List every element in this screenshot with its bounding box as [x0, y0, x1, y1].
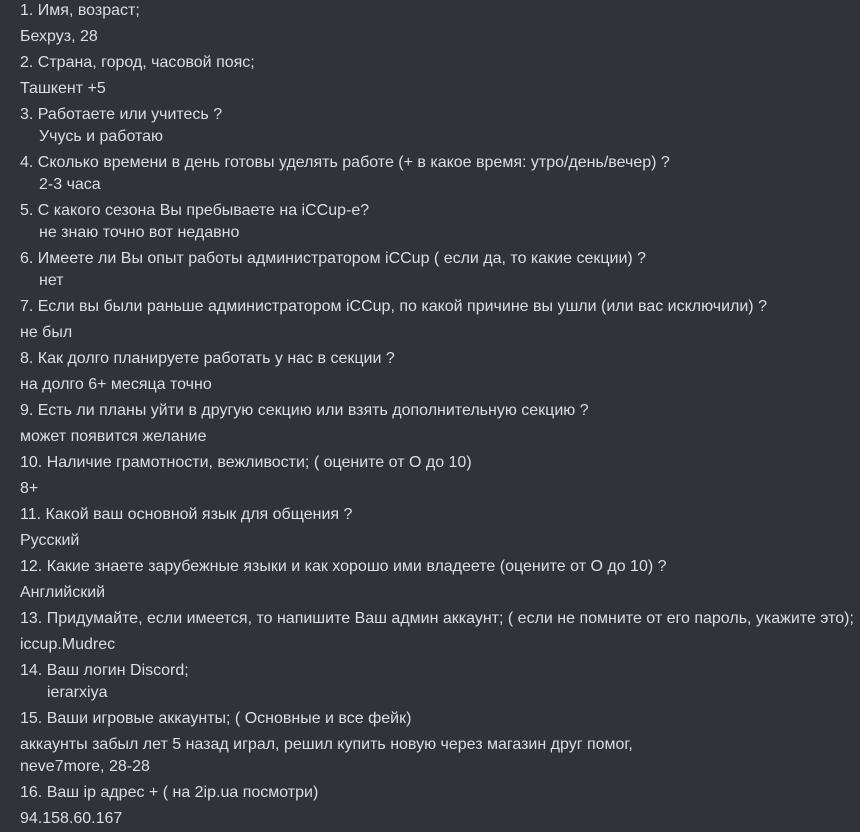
- question-11: 11. Какой ваш основной язык для общения ?: [20, 506, 353, 523]
- question-9: 9. Есть ли планы уйти в другую секцию или взять дополнительную секцию ?: [20, 402, 589, 419]
- answer-15-line-2: neve7more, 28-28: [20, 758, 150, 775]
- answer-11: Русский: [20, 532, 80, 549]
- qa-group-3: [20, 104, 860, 148]
- answer-9: может появится желание: [20, 428, 207, 445]
- answer-group-15: [20, 734, 860, 778]
- answer-10: 8+: [20, 480, 39, 497]
- question-5: 5. С какого сезона Вы пребываете на iCCup-е?: [20, 202, 370, 219]
- answer-3: Учусь и работаю: [39, 128, 164, 145]
- answer-2: Ташкент +5: [20, 80, 106, 97]
- question-16: 16. Ваш ip адрес + ( на 2ip.ua посмотри): [20, 784, 319, 801]
- question-14: 14. Ваш логин Discord;: [20, 662, 189, 679]
- qa-group-6: [20, 248, 860, 292]
- answer-4: 2-3 часа: [39, 176, 101, 193]
- question-12: 12. Какие знаете зарубежные языки и как хорошо ими владеете (оцените от О до 10) ?: [20, 558, 667, 575]
- question-10: 10. Наличие грамотности, вежливости; ( оцените от О до 10): [20, 454, 472, 471]
- answer-13: iccup.Mudrec: [20, 636, 116, 653]
- question-8: 8. Как долго планируете работать у нас в секции ?: [20, 350, 395, 367]
- question-2: 2. Страна, город, часовой пояс;: [20, 54, 255, 71]
- question-13: 13. Придумайте, если имеется, то напишите Ваш админ аккаунт; ( если не помните от его пароль, укажите это);: [20, 610, 854, 627]
- question-6: 6. Имеете ли Вы опыт работы администратором iCCup ( если да, то какие секции) ?: [20, 250, 647, 267]
- qa-group-4: [20, 152, 860, 196]
- qa-group-5: [20, 200, 860, 244]
- answer-1: Бехруз, 28: [20, 28, 98, 45]
- answer-6: нет: [39, 272, 64, 289]
- question-3: 3. Работаете или учитесь ?: [20, 106, 223, 123]
- answer-15-line-1: аккаунты забыл лет 5 назад играл, решил купить новую через магазин друг помог,: [20, 736, 633, 753]
- qa-group-14: [20, 660, 860, 704]
- question-7: 7. Если вы были раньше администратором iCCup, по какой причине вы ушли (или вас исключили) ?: [20, 298, 767, 315]
- answer-8: на долго 6+ месяца точно: [20, 376, 212, 393]
- question-1: 1. Имя, возраст;: [20, 2, 140, 19]
- answer-16: 94.158.60.167: [20, 810, 123, 827]
- answer-5: не знаю точно вот недавно: [39, 224, 240, 241]
- question-15: 15. Ваши игровые аккаунты; ( Основные и все фейк): [20, 710, 412, 727]
- question-4: 4. Сколько времени в день готовы уделять работе (+ в какое время: утро/день/вечер) ?: [20, 154, 670, 171]
- answer-7: не был: [20, 324, 73, 341]
- answer-14: ierarxiya: [47, 684, 108, 701]
- answer-12: Английский: [20, 584, 106, 601]
